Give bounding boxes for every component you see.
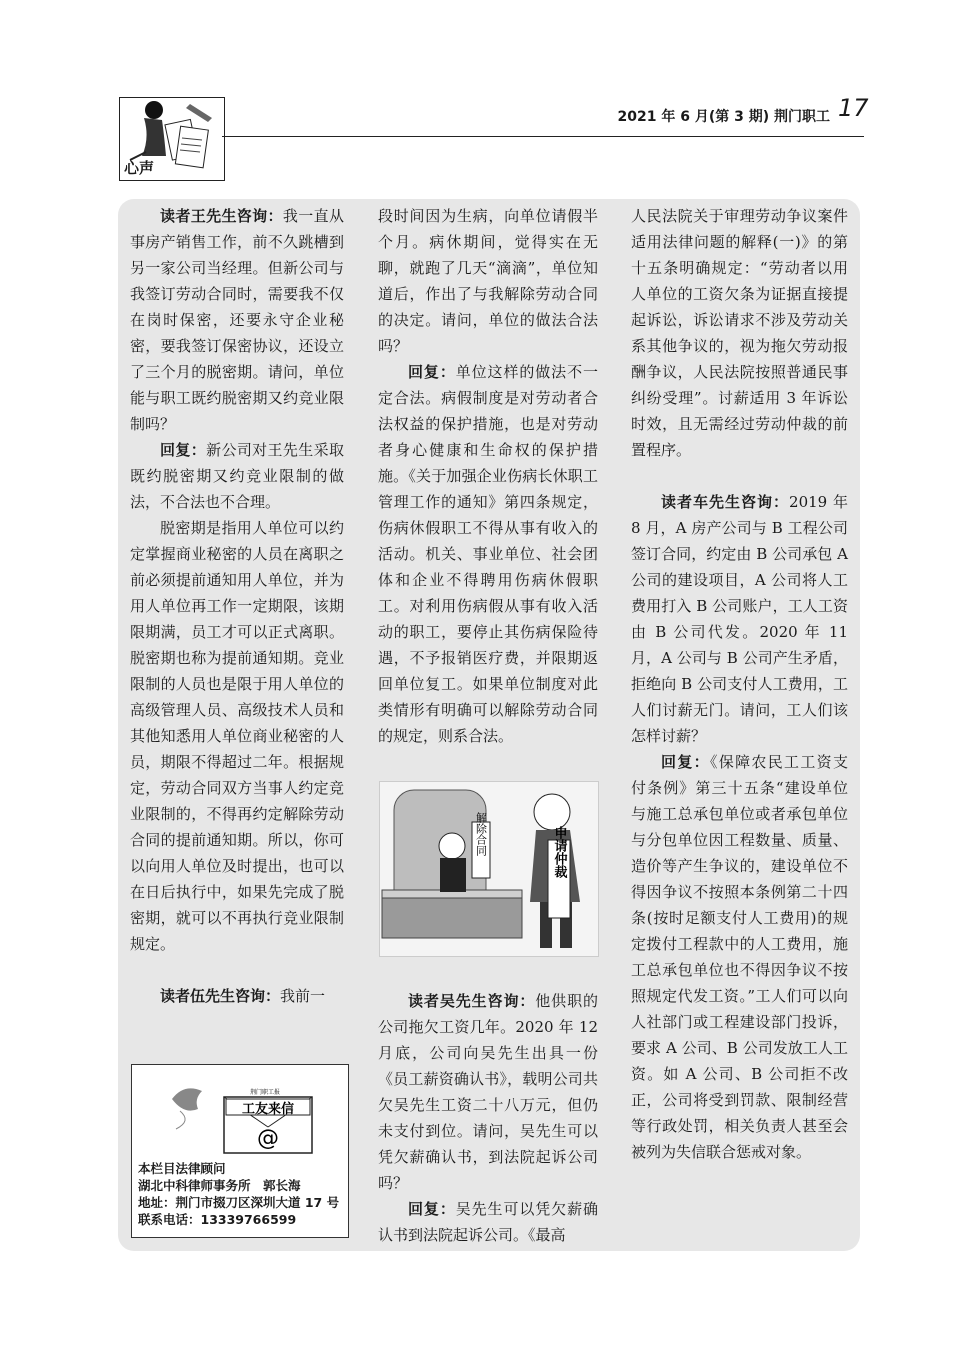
envelope-logo (132, 1065, 348, 1165)
answer-text: 新公司对王先生采取既约脱密期又约竞业限制的做法，不合法也不合理。 (130, 441, 344, 511)
answer-lead: 回复： (408, 363, 456, 381)
answer-paragraph: 脱密期是指用人单位可以约定掌握商业秘密的人员在离职之前必须提前通知用人单位，并为用人单位再工作一定期限，该期限期满，员工才可以正式离职。脱密期也称为提前通知期。竞业限制的人员也是限于用人单位的高级管理人员、高级技术人员和其他知悉用人单位商业秘密的人员，期限不得超过二年。根据规定，劳动合同双方当事人约定竞业限制的，不得再约定解除劳动合同的提前通知期。所以，你可以向用人单位及时提出，也可以在日后执行中，如果先完成了脱密期，就可以不再执行竞业限制规定。 (130, 519, 344, 953)
box-small-tag: 荆门职工报 (250, 1089, 281, 1096)
question-lead: 读者吴先生咨询： (408, 992, 536, 1010)
answer-lead: 回复： (661, 753, 710, 771)
column-2-lower (378, 988, 598, 1248)
legal-advisor-box (131, 1064, 349, 1238)
column-name: 心声 (124, 159, 155, 177)
answer-continuation: 人民法院关于审理劳动争议案件适用法律问题的解释(一)》的第十五条明确规定：“劳动者以用人单位的工资欠条为证据直接提起诉讼，诉讼请求不涉及劳动关系其他争议的，视为拖欠劳动报酬争议，人民法院按照普通民事纠纷受理”。讨薪适用 3 年诉讼时效，且无需经过劳动仲裁的前置程序。 (631, 207, 848, 459)
answer-lead: 回复： (408, 1200, 456, 1218)
illustration-sign-right: 申请仲裁 (551, 826, 567, 878)
question-text: 他供职的公司拖欠工资几年。2020 年 12 月底，公司向吴先生出具一份《员工薪资确认书》，载明公司共欠吴先生工资二十八万元，但仍未支付到位。请问，吴先生可以凭欠薪确认书，到法院起诉公司吗？ (378, 992, 598, 1192)
question-text: 我前一 (280, 987, 326, 1005)
question-continuation: 段时间因为生病，向单位请假半个月。病休期间，觉得实在无聊，就跑了几天“滴滴”，单位知道后，作出了与我解除劳动合同的决定。请问，单位的做法合法吗？ (378, 207, 598, 355)
box-line-3: 地址：荆门市掇刀区深圳大道 17 号 (138, 1195, 340, 1210)
answer-text: 吴先生可以凭欠薪确认书到法院起诉公司。《最高 (378, 1200, 598, 1244)
qa-question-4 (631, 489, 848, 749)
box-line-1: 本栏目法律顾问 (138, 1161, 226, 1176)
illustration-sign-left: 解除合同 (474, 812, 488, 856)
answer-text: 《保障农民工工资支付条例》第三十五条“建设单位与施工总承包单位或者承包单位与分包单位因工程数量、质量、造价等产生争议的，建设单位不得因争议不按照本条例第二十四条(按时足额支付人工费用)的规定拨付工程款中的人工费用，施工总承包单位也不得因争议不按照规定代发工资。”工人们可以向人社部门或工程建设部门投诉，要求 A 公司、B 公司发放工人工资。如 A 公司、B 公司拒不改正，公司将受到罚款、限制经营等行政处罚，相关负责人甚至会被列为失信联合惩戒对象。 (631, 753, 848, 1161)
question-lead: 读者王先生咨询： (160, 207, 283, 225)
qa-answer-1 (130, 437, 344, 515)
cartoon-illustration (379, 781, 599, 957)
column-1 (130, 203, 344, 1009)
question-lead: 读者伍先生咨询： (160, 987, 281, 1005)
box-line-4: 联系电话：13339766599 (138, 1212, 297, 1227)
question-lead: 读者车先生咨询： (661, 493, 790, 511)
qa-answer-2 (378, 359, 598, 749)
answer-lead: 回复： (160, 441, 207, 459)
issue-line: 2021 年 6 月(第 3 期) 荆门职工 (617, 109, 830, 125)
question-text: 我一直从事房产销售工作，前不久跳槽到另一家公司当经理。但新公司与我签订劳动合同时，需要我不仅在岗时保密，还要永守企业秘密，要我签订保密协议，还设立了三个月的脱密期。请问，单位能与职工既约脱密期又约竞业限制吗？ (130, 207, 344, 433)
column-2 (378, 203, 598, 749)
qa-question-1 (130, 203, 344, 437)
qa-answer-4 (631, 749, 848, 1165)
page-number: 17 (838, 94, 869, 122)
box-line-2: 湖北中科律师事务所 郭长海 (138, 1178, 301, 1193)
at-icon: @ (257, 1126, 279, 1151)
answer-text: 单位这样的做法不一定合法。病假制度是对劳动者合法权益的保护措施，也是对劳动者身心健康和生命权的保护措施。《关于加强企业伤病长休职工管理工作的通知》第四条规定，伤病休假职工不得从事有收入的活动。机关、事业单位、社会团体和企业不得聘用伤病休假职工。对利用伤病假从事有收入活动的职工，要停止其伤病保险待遇，不予报销医疗费，并限期返回单位复工。如果单位制度对此类情形有明确可以解除劳动合同的规定，则系合法。 (378, 363, 598, 745)
box-tag: 工友来信 (241, 1102, 295, 1117)
qa-question-2 (130, 983, 344, 1009)
qa-question-3 (378, 988, 598, 1196)
column-logo (119, 97, 225, 181)
header-rule (222, 136, 864, 137)
question-text: 2019 年 8 月，A 房产公司与 B 工程公司签订合同，约定由 B 公司承包 A 公司的建设项目，A 公司将人工费用打入 B 公司账户，工人工资由 B 公司代发。2020 年 11 月，A 公司与 B 公司产生矛盾，拒绝向 B 公司支付人工费用，工人们讨薪无门。请问，工人们该怎样讨薪？ (631, 493, 848, 745)
column-3 (631, 203, 848, 1165)
qa-answer-3 (378, 1196, 598, 1248)
dove-icon (172, 1088, 202, 1110)
